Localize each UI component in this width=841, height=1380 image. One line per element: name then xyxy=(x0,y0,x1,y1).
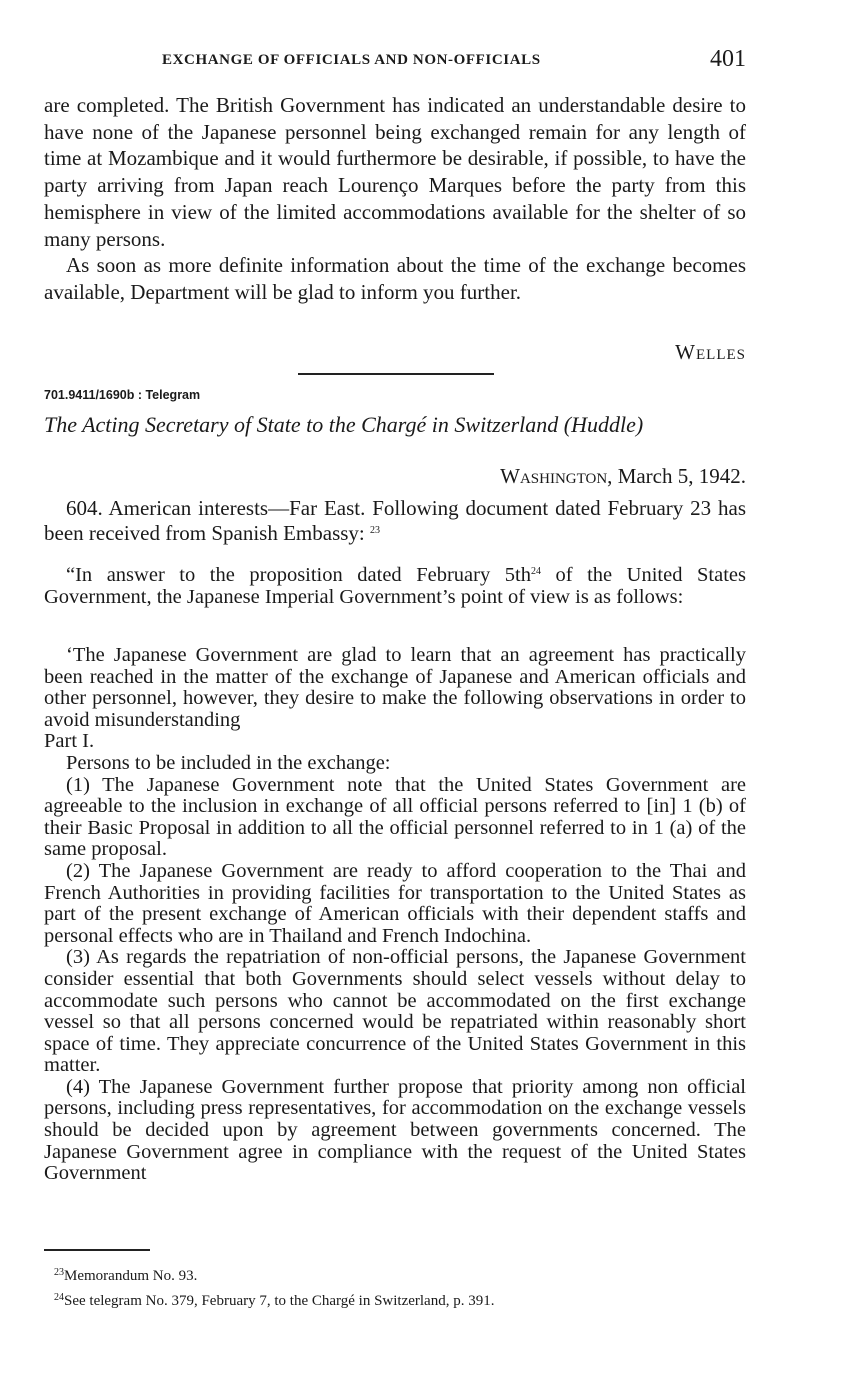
file-reference: 701.9411/1690b : Telegram xyxy=(44,388,201,402)
footnote-ref-23: 23 xyxy=(370,525,380,536)
footnote-mark: 23 xyxy=(54,1267,64,1278)
intro-text: 604. American interests—Far East. Following document dated February 23 has been received from Spanish Embassy: xyxy=(44,496,746,545)
item-1: (1) The Japanese Government note that the United States Government are agreeable to the inclusion in exchange of all official persons referred to [in] 1 (b) of their Basic Proposal in addition to all the official personnel referred to in 1 (a) of the same proposal. xyxy=(44,773,746,861)
dateline-date: March 5, 1942. xyxy=(612,464,746,488)
footnote-mark: 24 xyxy=(54,1292,64,1303)
footnote-text: Memorandum No. 93. xyxy=(64,1268,198,1284)
quote-opening-b: of the United States Government, the Japanese Imperial Government’s point of view is as follows: xyxy=(44,564,746,608)
section-divider xyxy=(298,373,494,375)
footnote-23 xyxy=(44,1262,746,1287)
persons-label: Persons to be included in the exchange: xyxy=(66,751,391,774)
continuation-text xyxy=(44,92,746,306)
part-label: Part I. xyxy=(44,730,95,753)
footnote-ref-24: 24 xyxy=(530,566,541,577)
document-heading: The Acting Secretary of State to the Chargé in Switzerland (Huddle) xyxy=(44,412,644,437)
continuation-paragraph: are completed. The British Government has indicated an understandable desire to have none of the Japanese personnel being exchanged remain for any length of time at Mozambique and it would furthermore be desirable, if possible, to have the party arriving from Japan reach Lourenço Marques before the party from this hemisphere in view of the limited accommodations available for the shelter of so many persons. xyxy=(44,93,746,251)
telegram-intro xyxy=(44,496,746,546)
note-paragraph: ‘The Japanese Government are glad to learn that an agreement has practically been reached in the matter of the exchange of Japanese and American officials and other personnel, however, they desire to make the following observations in order to avoid misunderstanding xyxy=(44,644,746,731)
quote-opening-a: “In answer to the proposition dated February 5th xyxy=(66,564,531,586)
closing-paragraph: As soon as more definite information about the time of the exchange becomes available, Department will be glad to inform you further. xyxy=(44,253,746,304)
page-number: 401 xyxy=(710,46,746,72)
item-3: (3) As regards the repatriation of non-official persons, the Japanese Government consider essential that both Governments should select vessels without delay to accommodate such persons who cannot be accommodated on the first exchange vessel so that all persons concerned would be repatriated within reasonably short space of time. They appreciate concurrence of the United States Government in this matter. xyxy=(44,946,746,1077)
intro-paragraph xyxy=(44,496,746,546)
quoted-document xyxy=(44,565,746,608)
dateline xyxy=(500,464,746,489)
footnote-divider xyxy=(44,1249,150,1251)
footnote-24 xyxy=(44,1287,746,1312)
running-head xyxy=(44,48,746,76)
running-title: EXCHANGE OF OFFICIALS AND NON-OFFICIALS xyxy=(162,52,541,68)
item-4: (4) The Japanese Government further propose that priority among non official persons, including press representatives, for accommodation on the exchange vessels should be decided upon by agreement between governments concerned. The Japanese Government agree in compliance with the request of the United States Government xyxy=(44,1075,746,1185)
quote-opening xyxy=(44,565,746,608)
dateline-place: Washington, xyxy=(500,464,613,488)
signature: Welles xyxy=(675,340,746,364)
footnote-text: See telegram No. 379, February 7, to the Chargé in Switzerland, p. 391. xyxy=(64,1293,495,1309)
item-2: (2) The Japanese Government are ready to afford cooperation to the Thai and French Authorities in providing facilities for transportation to the United States as part of the present exchange of American officials with their dependent staffs and personal effects who are in Thailand and French Indochina. xyxy=(44,859,746,947)
footnotes xyxy=(44,1262,746,1312)
japanese-note xyxy=(44,645,746,1185)
